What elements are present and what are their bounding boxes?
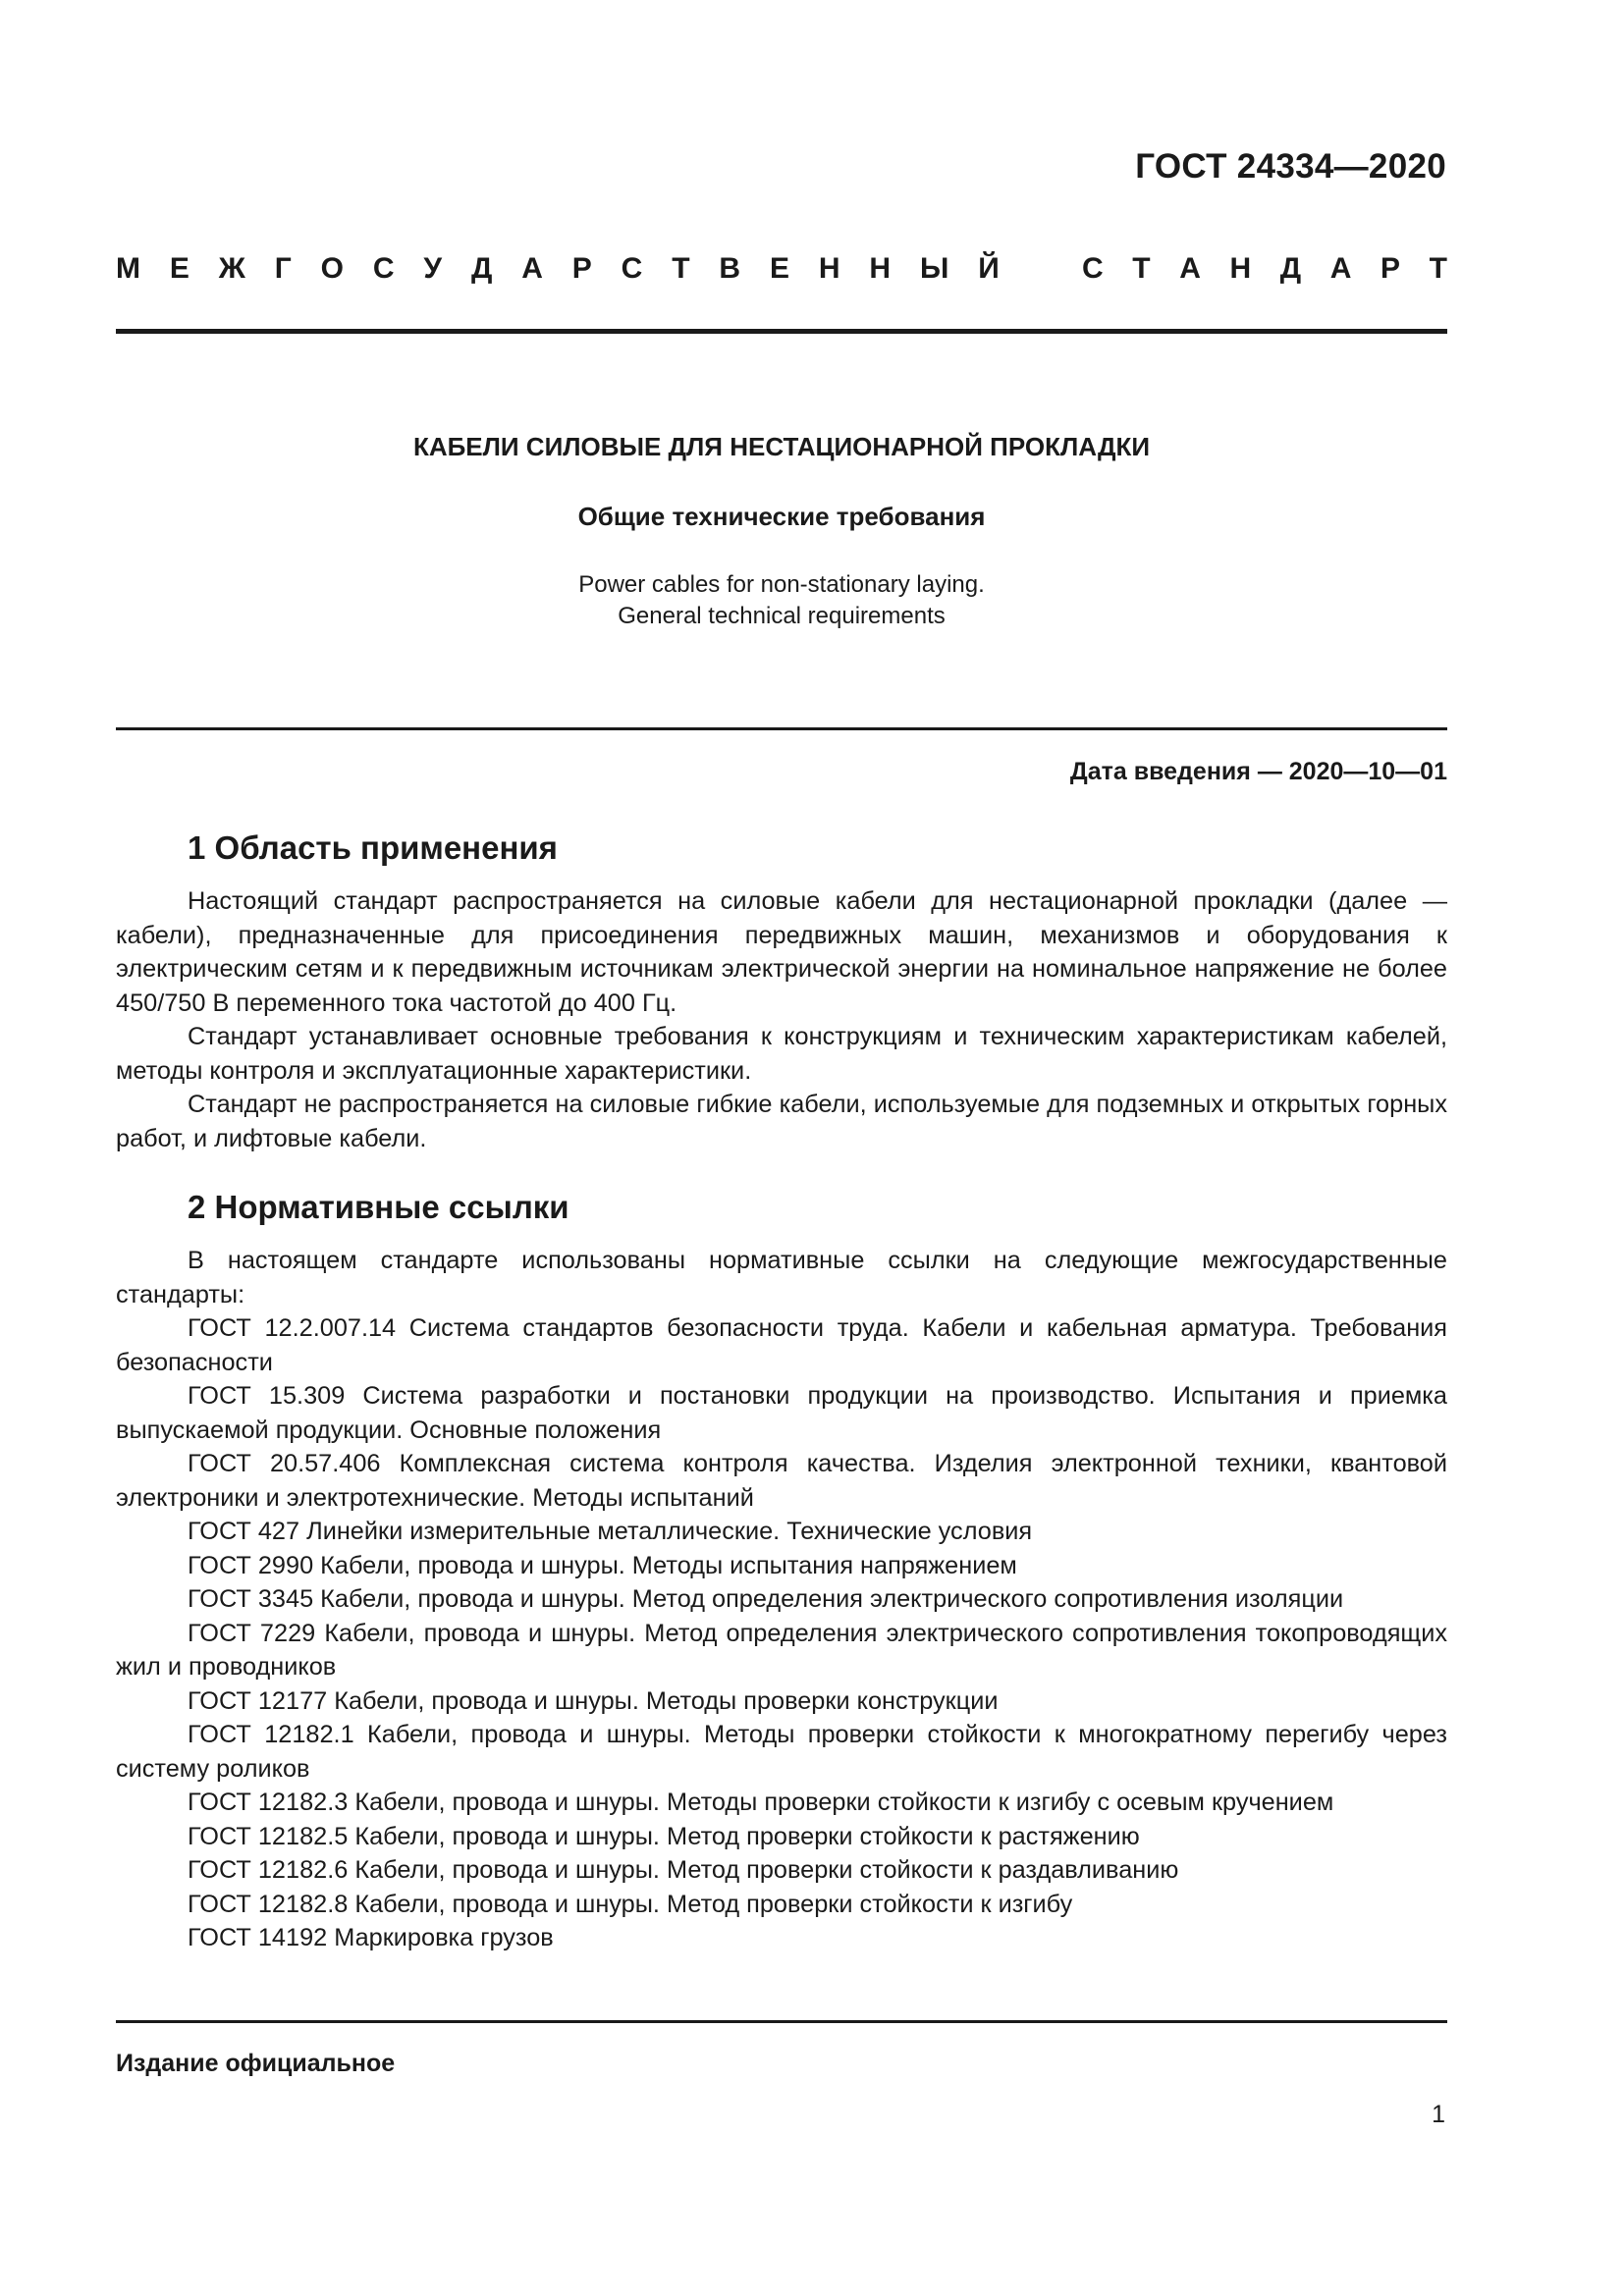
doc-type-letter: Д — [1279, 252, 1302, 285]
document-title: КАБЕЛИ СИЛОВЫЕ ДЛЯ НЕСТАЦИОНАРНОЙ ПРОКЛАДКИ — [412, 432, 1151, 461]
document-number: ГОСТ 24334—2020 — [1135, 147, 1446, 186]
doc-type-letter: Е — [169, 252, 189, 285]
reference-item: ГОСТ 12182.3 Кабели, провода и шнуры. Методы проверки стойкости к изгибу с осевым кручением — [188, 1789, 1334, 1816]
document-body — [116, 829, 1447, 1955]
doc-type-letter: А — [1179, 252, 1201, 285]
doc-type-letter: Т — [672, 252, 690, 285]
doc-type-letter: Й — [978, 252, 1000, 285]
doc-type-word-interstate — [116, 252, 1000, 286]
reference-item: ГОСТ 14192 Маркировка грузов — [188, 1924, 554, 1951]
reference-item: ГОСТ 12177 Кабели, провода и шнуры. Методы проверки конструкции — [188, 1686, 999, 1715]
english-title — [116, 569, 1447, 632]
section-heading: 1 Область применения — [188, 829, 558, 866]
paragraph: Стандарт не распространяется на силовые гибкие кабели, используемые для подземных и открытых горных работ, и лифтовые кабели. — [116, 1091, 1447, 1152]
doc-type-letter: В — [719, 252, 741, 285]
reference-item: ГОСТ 12182.8 Кабели, провода и шнуры. Метод проверки стойкости к изгибу — [188, 1890, 1073, 1918]
reference-item: ГОСТ 20.57.406 Комплексная система контроля качества. Изделия электронной техники, квантовой электроники и электротехнические. Методы испытаний — [116, 1450, 1447, 1512]
doc-type-letter: А — [1329, 252, 1352, 285]
reference-item: ГОСТ 427 Линейки измерительные металлические. Технические условия — [188, 1518, 1033, 1545]
footer-divider — [116, 2020, 1447, 2023]
edition-label: Издание официальное — [116, 2050, 396, 2077]
doc-type-letter: С — [621, 252, 643, 285]
english-title-line: General technical requirements — [618, 603, 946, 629]
reference-item: ГОСТ 12182.6 Кабели, провода и шнуры. Метод проверки стойкости к раздавливанию — [188, 1856, 1179, 1884]
paragraph: В настоящем стандарте использованы нормативные ссылки на следующие межгосударственные стандарты: — [116, 1247, 1447, 1308]
doc-type-letter: Е — [769, 252, 789, 285]
doc-type-letter: А — [521, 252, 543, 285]
doc-type-word-standard — [1082, 252, 1447, 286]
section-normative-references — [116, 1189, 1447, 1955]
document-type-heading — [116, 252, 1447, 286]
doc-type-letter: С — [372, 252, 395, 285]
section-scope — [116, 829, 1447, 1155]
header-divider — [116, 329, 1447, 334]
doc-type-letter: М — [116, 252, 140, 285]
paragraph: Стандарт устанавливает основные требования к конструкциям и техническим характеристикам кабелей, методы контроля и эксплуатационные характеристики. — [116, 1023, 1447, 1085]
paragraph: Настоящий стандарт распространяется на силовые кабели для нестационарной прокладки (далее — кабели), предназначенные для присоединения передвижных машин, механизмов и оборудования к электрическим сетям и к передвижным источникам электрической энергии на номинальное напряжение не более 450/750 В переменного тока частотой до 400 Гц. — [116, 887, 1447, 1017]
reference-item: ГОСТ 15.309 Система разработки и постановки продукции на производство. Испытания и приемка выпускаемой продукции. Основные положения — [116, 1382, 1447, 1444]
reference-item: ГОСТ 2990 Кабели, провода и шнуры. Методы испытания напряжением — [188, 1551, 1017, 1579]
doc-type-letter: Ы — [919, 252, 949, 285]
reference-item: ГОСТ 7229 Кабели, провода и шнуры. Метод определения электрического сопротивления токопроводящих жил и проводников — [116, 1619, 1447, 1681]
english-title-line: Power cables for non-stationary laying. — [578, 571, 985, 598]
section-heading: 2 Нормативные ссылки — [188, 1189, 569, 1225]
doc-type-letter: Р — [571, 252, 592, 285]
title-block — [116, 432, 1447, 632]
doc-type-letter: Н — [818, 252, 840, 285]
document-subtitle: Общие технические требования — [577, 502, 986, 531]
reference-item: ГОСТ 12182.1 Кабели, провода и шнуры. Методы проверки стойкости к многократному перегибу через систему роликов — [116, 1721, 1447, 1783]
doc-type-letter: Д — [470, 252, 493, 285]
doc-type-letter: Н — [869, 252, 892, 285]
doc-type-letter: С — [1082, 252, 1104, 285]
page-number: 1 — [1432, 2101, 1445, 2128]
doc-type-letter: У — [423, 252, 443, 285]
doc-type-letter: О — [320, 252, 344, 285]
reference-item: ГОСТ 3345 Кабели, провода и шнуры. Метод определения электрического сопротивления изоляции — [188, 1585, 1344, 1613]
introduction-date: Дата введения — 2020—10—01 — [1069, 758, 1447, 785]
doc-type-letter: Р — [1380, 252, 1401, 285]
reference-item: ГОСТ 12.2.007.14 Система стандартов безопасности труда. Кабели и кабельная арматура. Требования безопасности — [116, 1314, 1447, 1376]
doc-type-letter: Т — [1132, 252, 1151, 285]
doc-type-letter: Т — [1429, 252, 1447, 285]
doc-type-letter: Ж — [218, 252, 245, 285]
doc-type-letter: Н — [1229, 252, 1252, 285]
title-divider — [116, 727, 1447, 730]
doc-type-letter: Г — [274, 252, 292, 285]
reference-item: ГОСТ 12182.5 Кабели, провода и шнуры. Метод проверки стойкости к растяжению — [188, 1822, 1140, 1850]
